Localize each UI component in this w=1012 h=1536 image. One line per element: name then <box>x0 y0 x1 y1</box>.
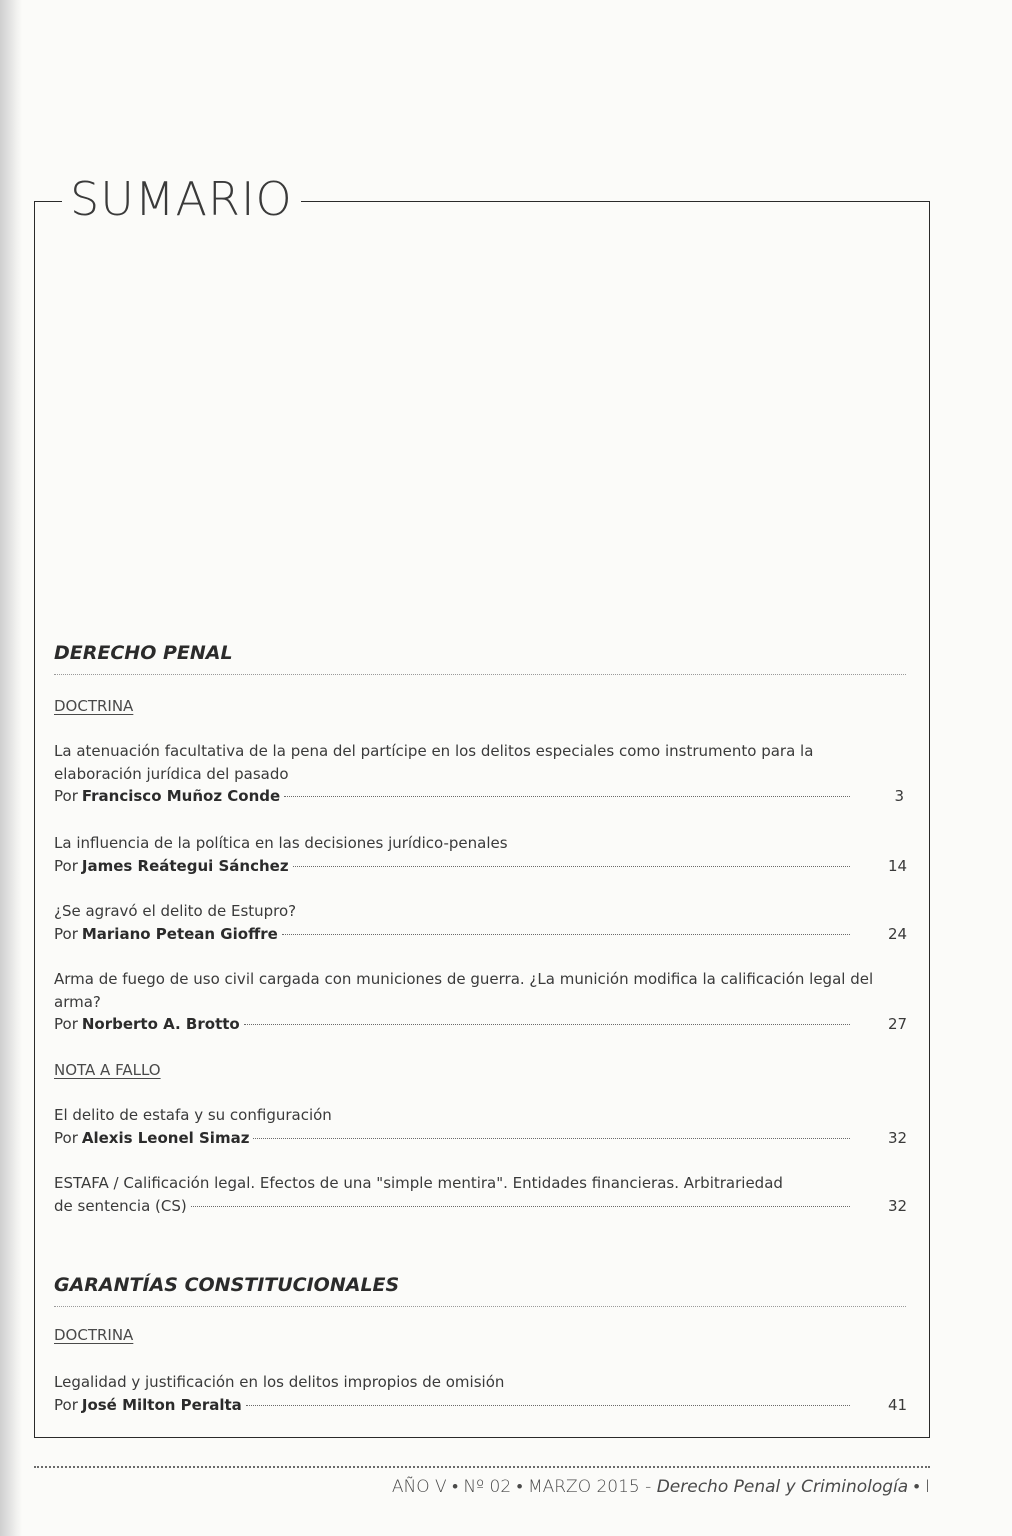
footer-divider <box>34 1466 930 1468</box>
author-prefix: Por <box>54 856 78 875</box>
page-footer <box>392 1477 930 1497</box>
dot-leader <box>284 796 850 797</box>
author-name: José Milton Peralta <box>81 1395 242 1414</box>
dot-leader <box>244 1024 850 1025</box>
page-number: 32 <box>888 1196 908 1215</box>
toc-entry[interactable] <box>54 968 908 1036</box>
entry-title: Legalidad y justificación en los delitos impropios de omisión <box>54 1373 505 1391</box>
page-number: 3 <box>894 787 904 805</box>
entry-byline <box>54 1127 908 1150</box>
toc-entry[interactable] <box>54 1172 908 1217</box>
author-prefix: Por <box>54 1395 78 1414</box>
entry-title: El delito de estafa y su configuración <box>54 1106 332 1124</box>
entry-byline <box>54 1013 908 1036</box>
entry-byline <box>54 1394 908 1417</box>
author-name: Norberto A. Brotto <box>81 1015 240 1033</box>
page-number: 27 <box>888 1015 908 1033</box>
footer-info: AÑO V • Nº 02 • MARZO 2015 - <box>391 1477 657 1497</box>
author-name: Mariano Petean Gioffre <box>81 924 278 943</box>
toc-entry[interactable] <box>54 740 904 808</box>
author-name: James Reátegui Sánchez <box>81 856 289 875</box>
entry-byline <box>54 785 904 808</box>
section-divider <box>54 674 906 675</box>
entry-title: Arma de fuego de uso civil cargada con municiones de guerra. ¿La munición modifica la calificación legal del arma? <box>54 970 874 1011</box>
subsection-nota-a-fallo: NOTA A FALLO <box>54 1061 161 1079</box>
page-title: SUMARIO <box>62 172 301 227</box>
binding-shadow <box>0 0 22 1536</box>
footer-journal: Derecho Penal y Criminología <box>656 1477 909 1497</box>
author-prefix: Por <box>54 1128 78 1147</box>
entry-title-continuation: de sentencia (CS) <box>54 1196 187 1215</box>
section-heading-derecho-penal: DERECHO PENAL <box>54 642 233 664</box>
page-number: 24 <box>888 924 908 943</box>
author-prefix: Por <box>54 1015 78 1033</box>
dot-leader <box>282 934 850 935</box>
author-name: Francisco Muñoz Conde <box>81 787 281 805</box>
page-number: 32 <box>888 1128 908 1147</box>
author-prefix: Por <box>54 787 78 805</box>
section-heading-garantias-constitucionales: GARANTÍAS CONSTITUCIONALES <box>54 1274 400 1296</box>
dot-leader <box>293 866 850 867</box>
subsection-doctrina: DOCTRINA <box>54 697 134 715</box>
toc-entry[interactable] <box>54 900 908 945</box>
entry-byline <box>54 855 908 878</box>
page-number: 41 <box>888 1395 908 1414</box>
dot-leader <box>246 1405 850 1406</box>
dot-leader <box>253 1138 850 1139</box>
page-number: 14 <box>888 856 908 875</box>
entry-title: La influencia de la política en las decisiones jurídico-penales <box>54 834 508 852</box>
summary-frame <box>34 201 930 1438</box>
dot-leader <box>191 1206 850 1207</box>
section-divider <box>54 1306 906 1307</box>
entry-byline <box>54 1195 908 1218</box>
entry-title: La atenuación facultativa de la pena del partícipe en los delitos especiales como instrumento para la elaboración jurídica del pasado <box>54 742 814 783</box>
toc-entry[interactable] <box>54 1104 908 1149</box>
author-prefix: Por <box>54 924 78 943</box>
footer-page: • I <box>908 1477 930 1497</box>
entry-title: ESTAFA / Calificación legal. Efectos de una "simple mentira". Entidades financieras. Arbitrariedad <box>54 1174 783 1192</box>
entry-title: ¿Se agravó el delito de Estupro? <box>54 902 297 920</box>
author-name: Alexis Leonel Simaz <box>81 1128 250 1147</box>
entry-byline <box>54 923 908 946</box>
subsection-doctrina: DOCTRINA <box>54 1326 134 1344</box>
toc-entry[interactable] <box>54 832 908 877</box>
toc-entry[interactable] <box>54 1371 908 1416</box>
